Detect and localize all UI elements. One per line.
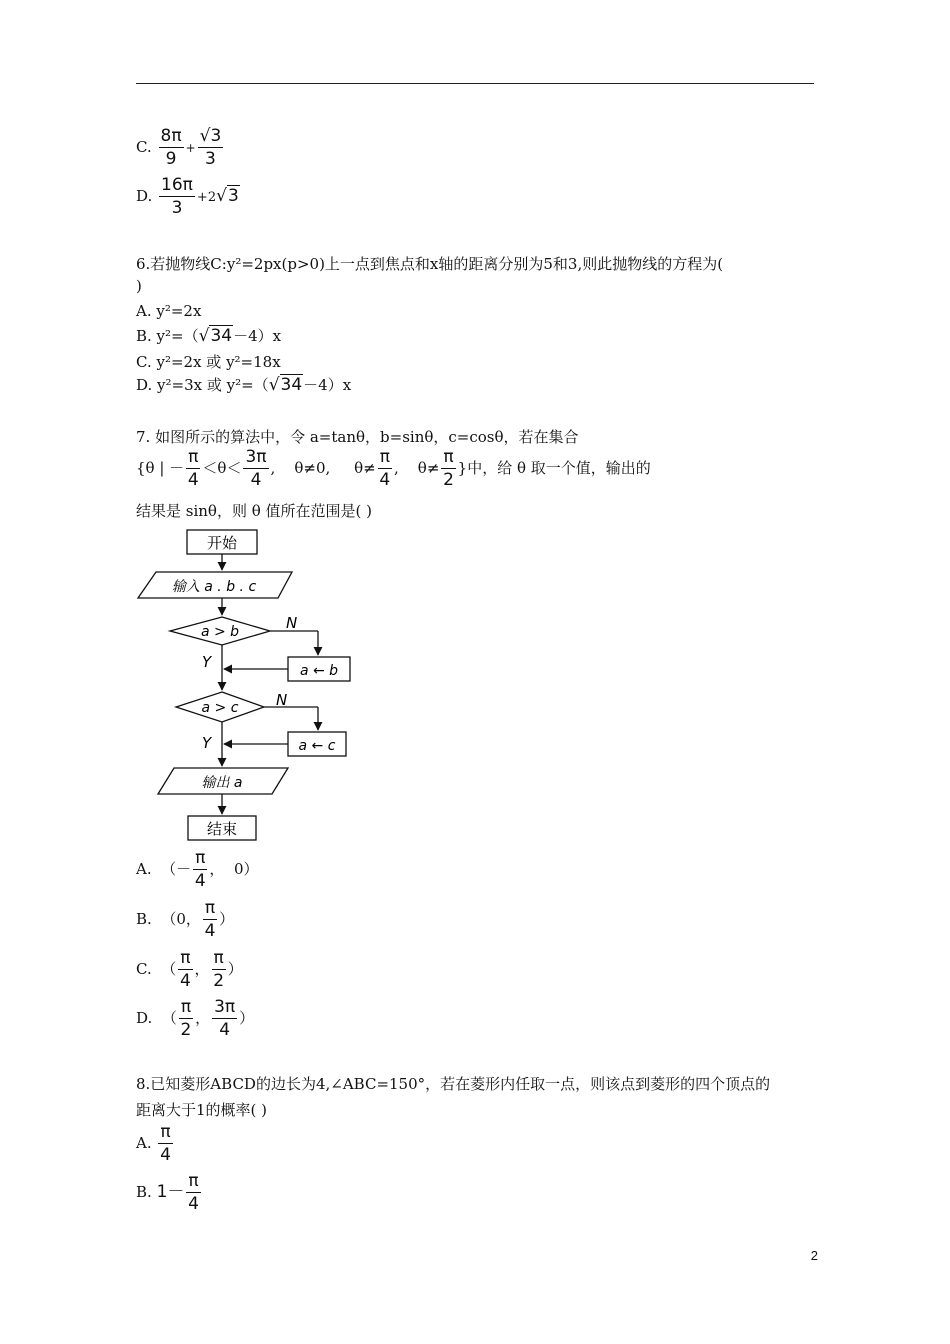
q6-stem-cont: ) — [136, 277, 142, 295]
page-number: 2 — [810, 1248, 818, 1263]
start-label: 开始 — [206, 534, 238, 552]
q6-option-b: B. y²=（√34－4）x — [136, 326, 282, 346]
n-label-1: N — [286, 614, 298, 632]
q6-option-c: C. y²=2x 或 y²=18x — [136, 353, 281, 371]
q8-stem-cont: 距离大于1的概率( ) — [136, 1101, 268, 1119]
option-label: D. — [136, 187, 153, 205]
fraction: $\frac{16\pi}{3}$ — [161, 175, 193, 218]
q6-option-a: A. y²=2x — [136, 302, 202, 320]
header-rule — [136, 83, 814, 84]
q7-set: {θ | － $\frac{\pi}{4}$ ＜θ＜ $\frac{3\pi}{4}$ , θ≠0, θ≠ $\frac{\pi}{4}$ , θ≠ $\frac{\pi}{2}$ }中，给 θ 取一个值，输出的 — [136, 447, 651, 490]
output-label: 输出 a — [201, 775, 243, 791]
q7-stem: 7. 如图所示的算法中，令 a=tanθ，b=sinθ，c=cosθ，若在集合 — [136, 428, 579, 446]
sqrt: √3 — [216, 186, 239, 206]
q8-option-b: B. 1－ $\frac{\pi}{4}$ — [136, 1171, 199, 1214]
q8-option-a: A. $\frac{\pi}{4}$ — [136, 1122, 171, 1165]
assign2-label: a ← c — [298, 738, 336, 754]
end-label: 结束 — [206, 820, 238, 838]
q6-option-d: D. y²=3x 或 y²=（√34－4）x — [136, 375, 352, 395]
y-label-2: Y — [202, 734, 212, 752]
fraction: $\frac{8\pi}{9}$ — [160, 126, 182, 169]
input-label: 输入 a . b . c — [171, 579, 257, 595]
q5-option-c: C. $\frac{8\pi}{9}$ + $\frac{√3}{3}$ — [136, 126, 222, 169]
q7-option-b: B. （0， $\frac{\pi}{4}$ ） — [136, 898, 235, 941]
cond2-label: a > c — [201, 700, 239, 716]
sqrt: √34 — [268, 375, 303, 395]
q7-option-a: A. （－ $\frac{\pi}{4}$ ， 0） — [136, 848, 259, 891]
q8-stem: 8.已知菱形ABCD的边长为4,∠ABC=150°，若在菱形内任取一点，则该点到菱形的四个顶点的 — [136, 1075, 771, 1093]
q7-option-c: C. （ $\frac{\pi}{4}$ ， $\frac{\pi}{2}$ ） — [136, 948, 243, 991]
option-label: C. — [136, 138, 152, 156]
q7-stem-cont: 结果是 sinθ，则 θ 值所在范围是( ) — [136, 502, 372, 520]
fraction: $\frac{√3}{3}$ — [199, 126, 222, 169]
cond1-label: a > b — [200, 624, 240, 640]
assign1-label: a ← b — [299, 663, 339, 679]
y-label-1: Y — [202, 653, 212, 671]
q6-stem: 6.若抛物线C:y²=2px(p>0)上一点到焦点和x轴的距离分别为5和3,则此抛物线的方程为( — [136, 255, 724, 273]
n-label-2: N — [276, 691, 288, 709]
q5-option-d: D. $\frac{16\pi}{3}$ +2√3 — [136, 175, 239, 218]
q7-option-d: D. （ $\frac{\pi}{2}$ ， $\frac{3\pi}{4}$ ） — [136, 997, 255, 1040]
flowchart — [130, 524, 370, 846]
sqrt: √34 — [198, 326, 233, 346]
